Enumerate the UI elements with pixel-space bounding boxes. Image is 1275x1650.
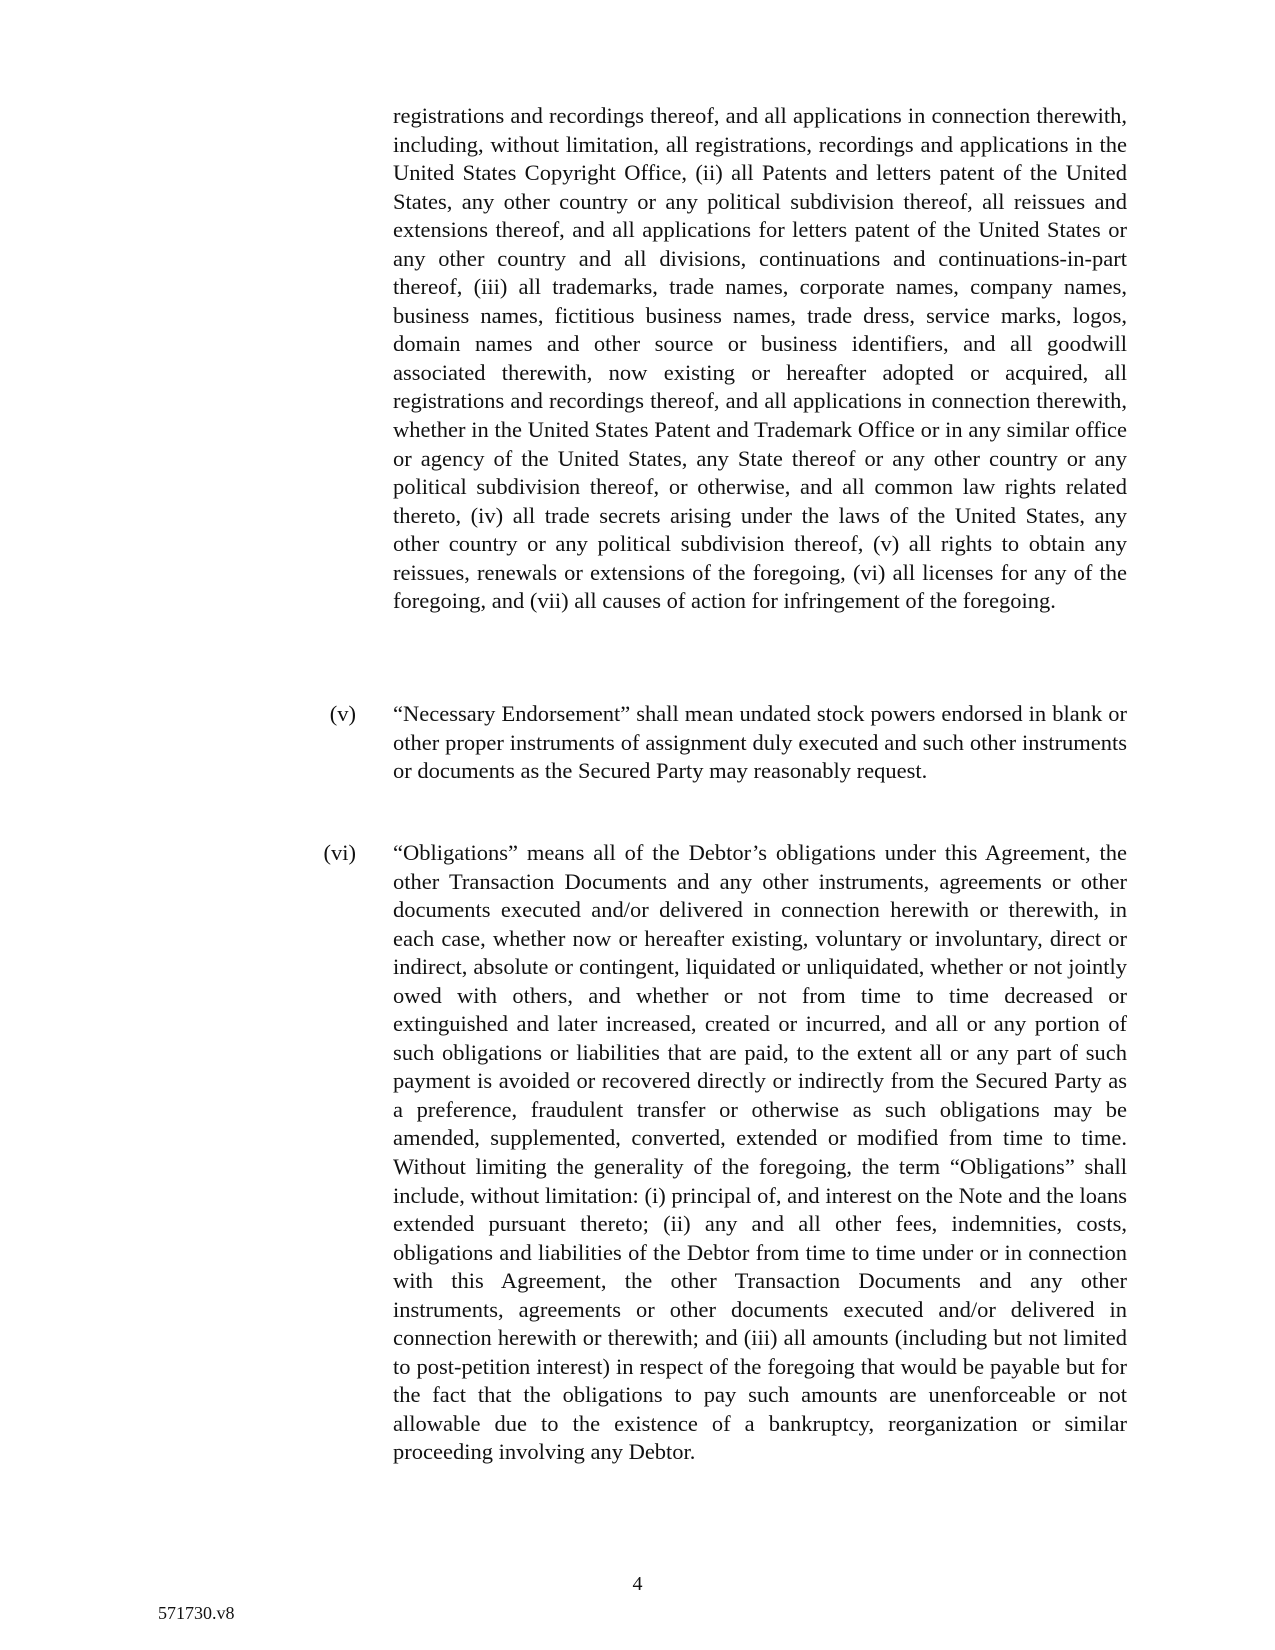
definition-necessary-endorsement: “Necessary Endorsement” shall mean undated stock powers endorsed in blank or other proper instruments of assignment duly executed and such other instruments or documents as the Secured Party may reasonably request. xyxy=(393,701,1127,784)
page-number: 4 xyxy=(632,1573,643,1595)
item-number-v: (v) xyxy=(329,701,356,726)
item-number-vi: (vi) xyxy=(323,840,356,865)
continuation-paragraph: registrations and recordings thereof, and all applications in connection therewith, including, without limitation, all registrations, recordings and applications in the United States Copyright Office, (ii) all Patents and letters patent of the United States, any other country or any political subdivision thereof, all reissues and extensions thereof, and all applications for letters patent of the United States or any other country and all divisions, continuations and continuations-in-part thereof, (iii) all trademarks, trade names, corporate names, company names, business names, fictitious business names, trade dress, service marks, logos, domain names and other source or business identifiers, and all goodwill associated therewith, now existing or hereafter adopted or acquired, all registrations and recordings thereof, and all applications in connection therewith, whether in the United States Patent and Trademark Office or in any similar office or agency of the United States, any State thereof or any other country or any political subdivision thereof, or otherwise, and all common law rights related thereto, (iv) all trade secrets arising under the laws of the United States, any other country or any political subdivision thereof, (v) all rights to obtain any reissues, renewals or extensions of the foregoing, (vi) all licenses for any of the foregoing, and (vii) all causes of action for infringement of the foregoing. xyxy=(393,103,1127,614)
definition-obligations: “Obligations” means all of the Debtor’s obligations under this Agreement, the other Transaction Documents and any other instruments, agreements or other documents executed and/or delivered in connection herewith or therewith, in each case, whether now or hereafter existing, voluntary or involuntary, direct or indirect, absolute or contingent, liquidated or unliquidated, whether or not jointly owed with others, and whether or not from time to time decreased or extinguished and later increased, created or incurred, and all or any portion of such obligations or liabilities that are paid, to the extent all or any part of such payment is avoided or recovered directly or indirectly from the Secured Party as a preference, fraudulent transfer or otherwise as such obligations may be amended, supplemented, converted, extended or modified from time to time. Without limiting the generality of the foregoing, the term “Obligations” shall include, without limitation: (i) principal of, and interest on the Note and the loans extended pursuant thereto; (ii) any and all other fees, indemnities, costs, obligations and liabilities of the Debtor from time to time under or in connection with this Agreement, the other Transaction Documents and any other instruments, agreements or other documents executed and/or delivered in connection herewith or therewith; and (iii) all amounts (including but not limited to post-petition interest) in respect of the foregoing that would be payable but for the fact that the obligations to pay such amounts are unenforceable or not allowable due to the existence of a bankruptcy, reorganization or similar proceeding involving any Debtor. xyxy=(393,840,1127,1465)
document-id: 571730.v8 xyxy=(158,1603,235,1623)
